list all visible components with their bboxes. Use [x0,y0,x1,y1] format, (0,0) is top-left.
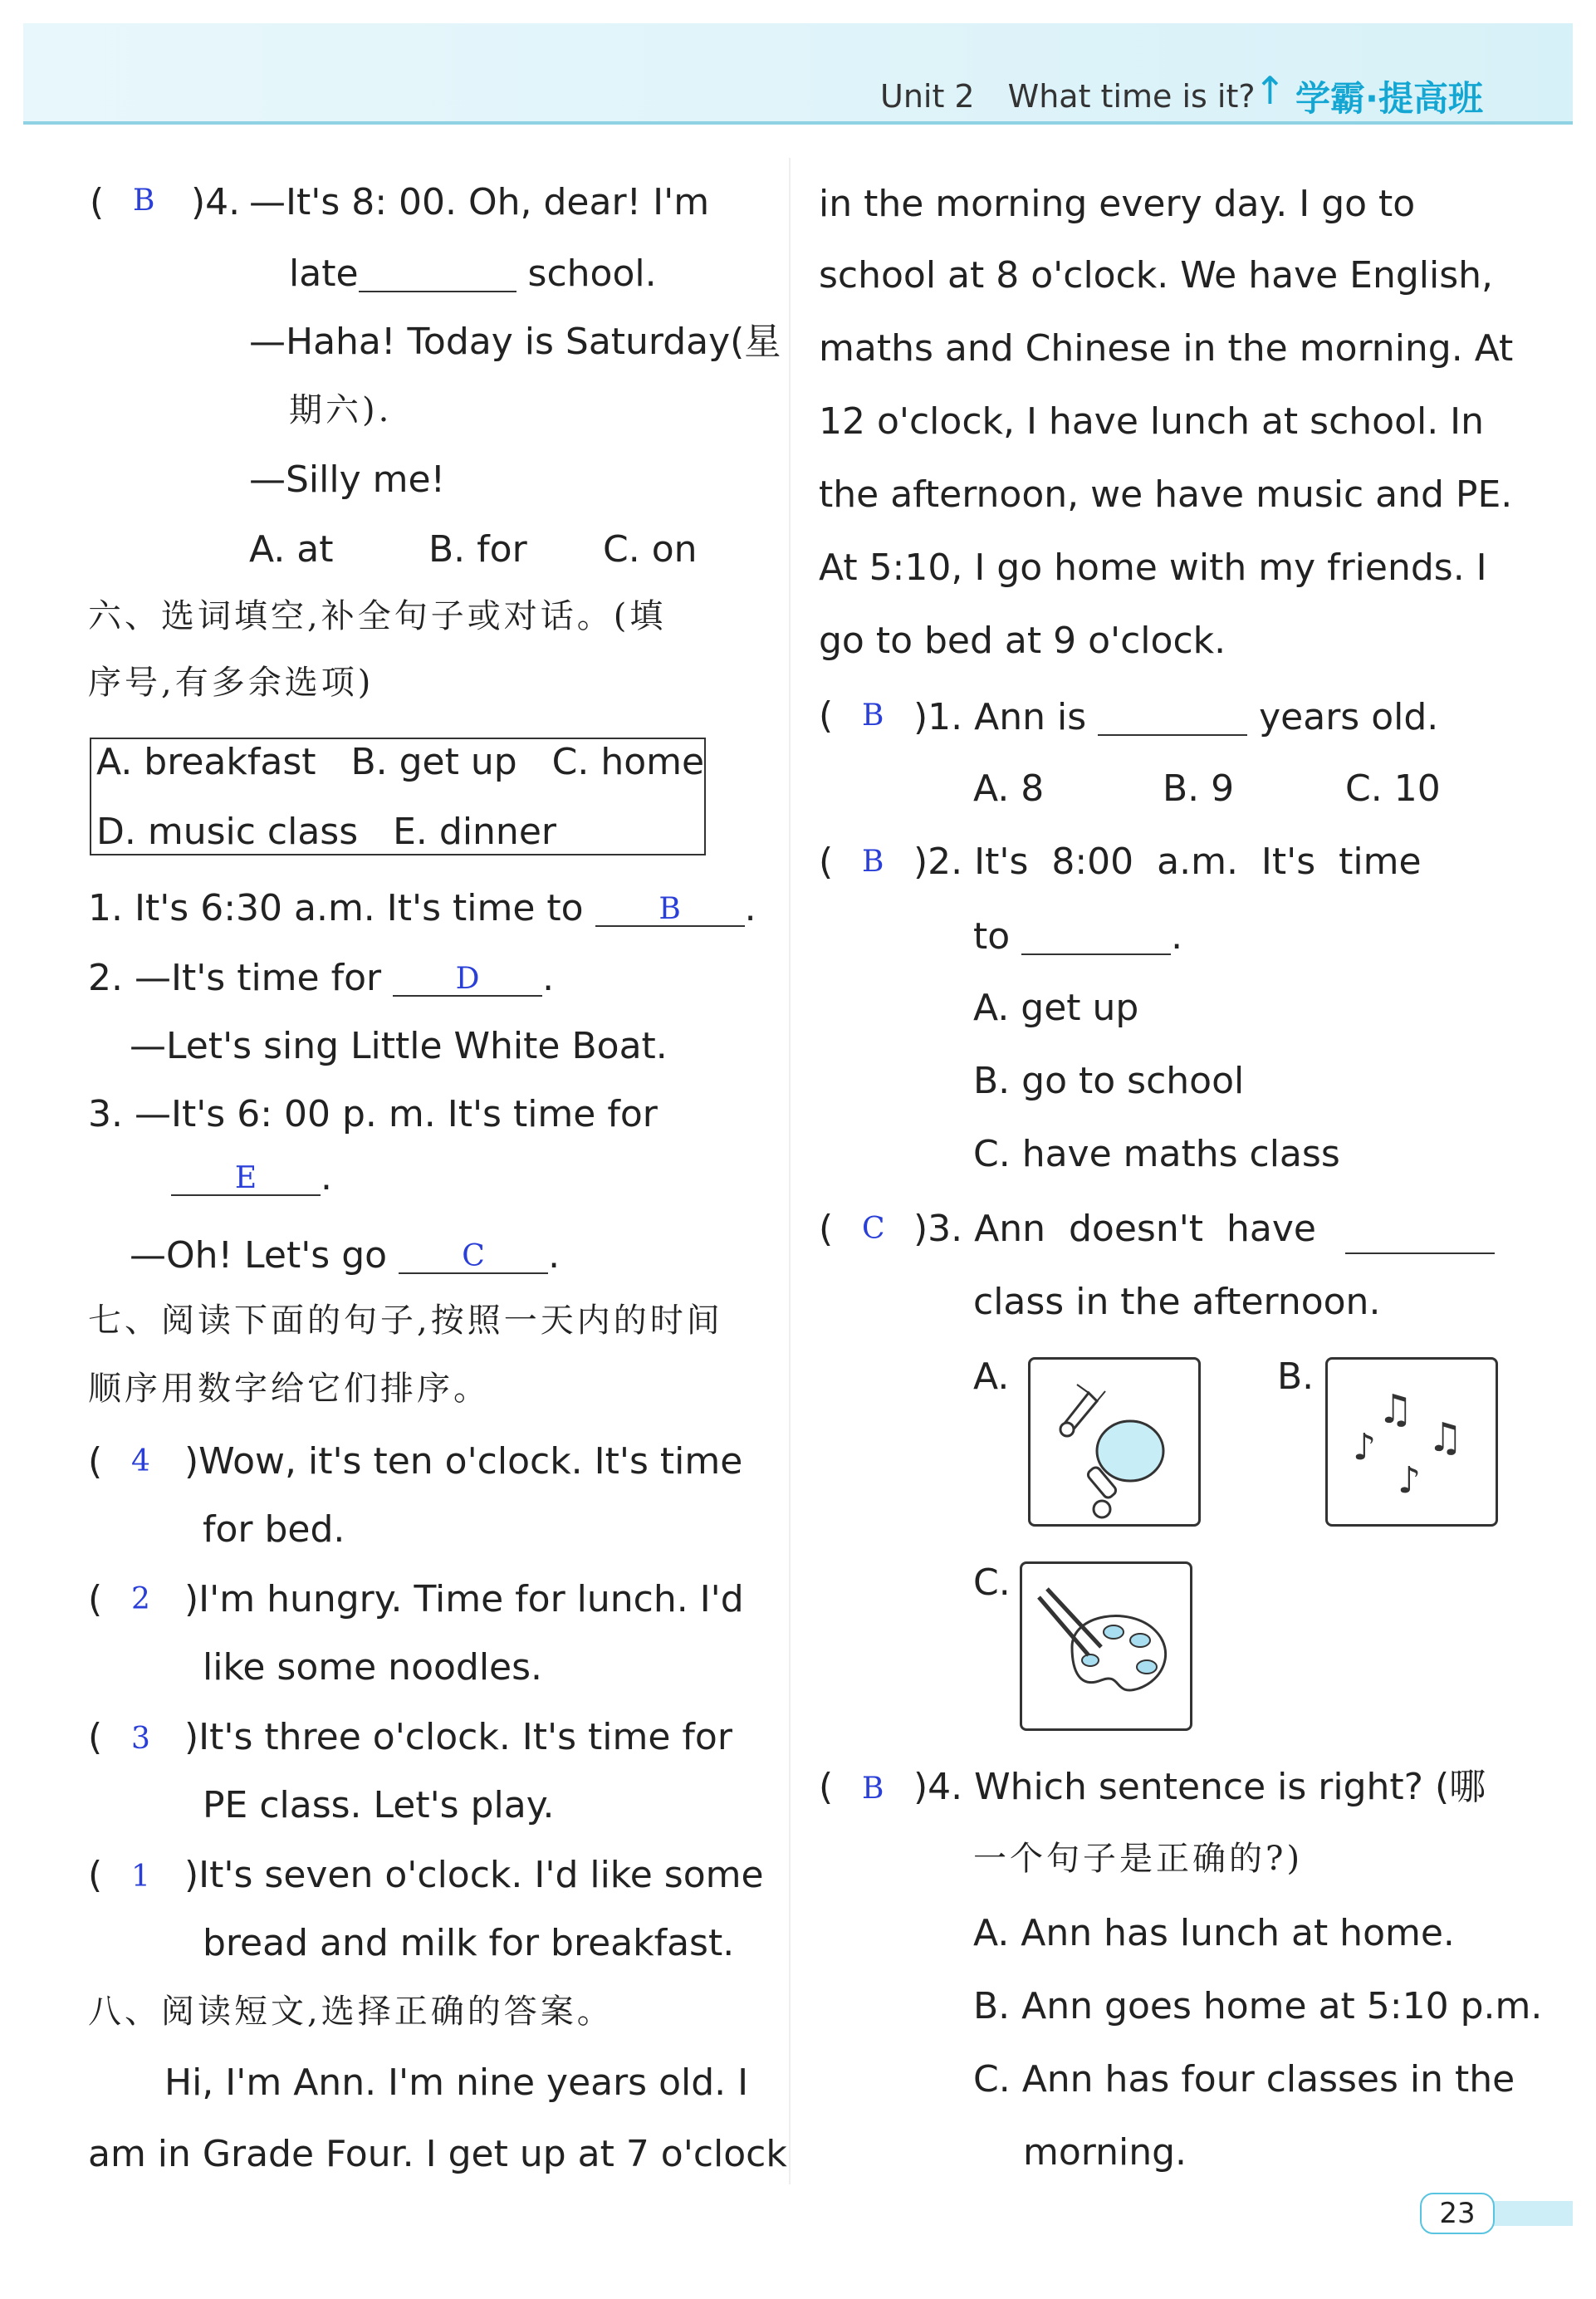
question-text: )4. Which sentence is right? (哪 [913,1766,1486,1808]
passage-line: am in Grade Four. I get up at 7 o'clock [88,2133,787,2175]
answer-blank[interactable]: E [171,1158,321,1196]
section-title: 六、选词填空,补全句子或对话。(填 [88,597,667,635]
answer-right-q1: B [862,699,884,733]
paren-open: ( [88,1440,103,1483]
option-a: A. [973,1355,1010,1398]
question-text: )1. Ann is years old. [913,696,1439,738]
option-c: C. Ann has four classes in the [973,2058,1515,2100]
passage-line: 12 o'clock, I have lunch at school. In [819,400,1485,443]
column-divider [789,158,791,2184]
paren-open: ( [90,181,105,223]
answer-right-q3: C [862,1212,885,1246]
passage-line: At 5:10, I go home with my friends. I [819,547,1487,589]
dialogue-line: —Silly me! [249,458,446,501]
word-bank-row: A. breakfast B. get up C. home [96,741,705,783]
passage-line: in the morning every day. I go to [819,183,1416,225]
brand-logo: 学霸·提高班 [1295,78,1483,119]
fill-question: E . [171,1158,332,1196]
answer-blank[interactable] [359,254,516,292]
dialogue-line: —Oh! Let's go C . [130,1234,561,1277]
answer-left-q4: B [133,184,155,218]
question-text: —It's 8: 00. Oh, dear! I'm [249,181,710,223]
option-b: B. go to school [973,1060,1245,1102]
paren-open: ( [88,1854,103,1896]
music-notes-icon [1328,1360,1496,1524]
svg-text:♫: ♫ [1427,1414,1464,1461]
svg-text:♪: ♪ [1398,1459,1422,1502]
question-text: )2. It's 8:00 a.m. It's time [913,841,1422,883]
page-number: 23 [1420,2193,1495,2234]
answer-right-q2: B [862,845,884,879]
answer-blank[interactable]: D [393,958,542,997]
option-a-picture[interactable] [1028,1357,1201,1527]
dialogue-line: 期六). [289,391,393,429]
order-answer: 3 [131,1722,150,1756]
option-a: A. get up [973,987,1139,1029]
order-answer: 2 [131,1582,150,1616]
fill-question: 1. It's 6:30 a.m. It's time to B . [88,887,756,929]
order-sentence: for bed. [203,1508,345,1551]
order-sentence: PE class. Let's play. [203,1784,555,1826]
option-b: B. for [428,528,527,571]
paren-open: ( [819,1766,834,1808]
option-b: B. 9 [1163,767,1235,810]
option-a: A. at [249,528,334,571]
answer-blank[interactable] [1098,698,1247,736]
arrow-up-icon: ↑ [1254,68,1286,113]
answer-blank[interactable] [1345,1216,1495,1254]
question-text: to . [973,915,1183,958]
option-c: C. 10 [1345,767,1441,810]
passage-line: maths and Chinese in the morning. At [819,327,1514,370]
badminton-pingpong-icon [1031,1360,1198,1524]
question-text: 一个句子是正确的?) [973,1840,1304,1878]
option-c-picture[interactable] [1020,1561,1192,1731]
word-bank-row: D. music class E. dinner [96,811,556,853]
paren-open: ( [88,1578,103,1620]
fill-question: 3. —It's 6: 00 p. m. It's time for [88,1093,658,1135]
order-sentence: )It's seven o'clock. I'd like some [184,1854,764,1896]
question-text: late school. [289,252,657,295]
section-title: 七、阅读下面的句子,按照一天内的时间 [88,1301,723,1340]
option-c: morning. [1023,2131,1187,2174]
answer-blank[interactable]: B [595,889,745,927]
question-text: )3. Ann doesn't have [913,1208,1316,1250]
svg-text:♫: ♫ [1378,1386,1414,1433]
answer-right-q4: B [862,1772,884,1806]
option-a: A. Ann has lunch at home. [973,1912,1455,1954]
order-answer: 1 [131,1860,150,1894]
unit-title: Unit 2 What time is it? [880,78,1256,115]
answer-blank[interactable]: C [399,1236,548,1274]
option-c: C. on [603,528,698,571]
section-title: 序号,有多余选项) [88,664,375,702]
question-text: class in the afternoon. [973,1281,1381,1323]
order-sentence: bread and milk for breakfast. [203,1922,735,1964]
option-b: B. [1277,1355,1314,1398]
paren-open: ( [819,1208,834,1250]
section-title: 顺序用数字给它们排序。 [88,1370,490,1408]
question-number: )4. [191,181,241,223]
order-answer: 4 [131,1444,150,1478]
paren-open: ( [88,1716,103,1758]
svg-text:♪: ♪ [1353,1426,1377,1468]
option-b: B. Ann goes home at 5:10 p.m. [973,1985,1543,2027]
order-sentence: )Wow, it's ten o'clock. It's time [184,1440,743,1483]
option-a: A. 8 [973,767,1045,810]
fill-question: 2. —It's time for D . [88,957,555,999]
answer-blank-wrap [1345,1216,1495,1254]
order-sentence: like some noodles. [203,1646,543,1689]
passage-line: Hi, I'm Ann. I'm nine years old. I [164,2061,749,2104]
dialogue-line: —Let's sing Little White Boat. [130,1025,668,1067]
paren-open: ( [819,694,834,737]
paren-open: ( [819,841,834,883]
dialogue-line: —Haha! Today is Saturday(星 [249,321,781,363]
passage-line: the afternoon, we have music and PE. [819,473,1513,516]
answer-blank[interactable] [1021,917,1171,955]
passage-line: school at 8 o'clock. We have English, [819,254,1494,297]
paint-palette-icon [1022,1564,1190,1728]
section-title: 八、阅读短文,选择正确的答案。 [88,1993,614,2031]
option-c: C. have maths class [973,1133,1340,1175]
order-sentence: )It's three o'clock. It's time for [184,1716,732,1758]
option-b-picture[interactable] [1325,1357,1498,1527]
order-sentence: )I'm hungry. Time for lunch. I'd [184,1578,744,1620]
page-bar [1486,2201,1573,2226]
passage-line: go to bed at 9 o'clock. [819,620,1226,662]
option-c: C. [973,1561,1011,1604]
